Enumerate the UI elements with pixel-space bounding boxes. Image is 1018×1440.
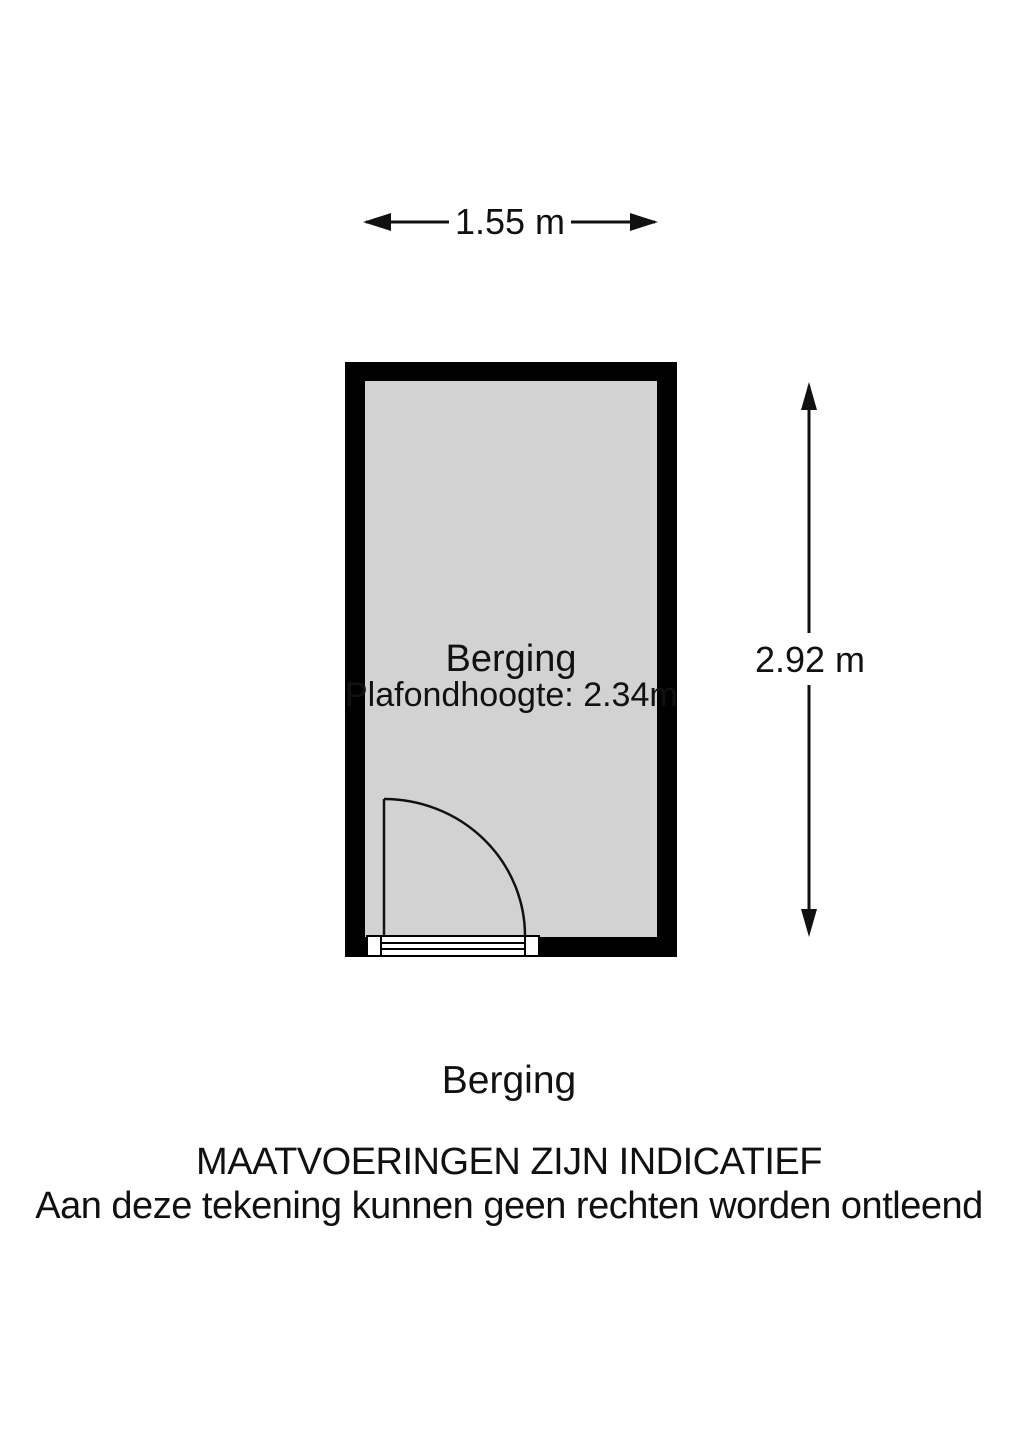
arrow-right-icon bbox=[630, 213, 658, 231]
room-name-label: Berging bbox=[445, 638, 577, 680]
disclaimer-line1: MAATVOERINGEN ZIJN INDICATIEF bbox=[196, 1141, 822, 1183]
room-ceiling-height-label: Plafondhoogte: 2.34m bbox=[345, 676, 678, 714]
arrow-left-icon bbox=[363, 213, 391, 231]
door-swing bbox=[384, 799, 525, 936]
height-dimension-label: 2.92 m bbox=[754, 639, 866, 680]
disclaimer-line2: Aan deze tekening kunnen geen rechten worden ontleend bbox=[35, 1185, 983, 1227]
arrow-up-icon bbox=[801, 382, 817, 410]
plan-caption: Berging bbox=[441, 1059, 577, 1102]
door-swing-arc bbox=[384, 799, 525, 936]
arrow-down-icon bbox=[801, 909, 817, 937]
width-dimension-label: 1.55 m bbox=[454, 201, 566, 242]
